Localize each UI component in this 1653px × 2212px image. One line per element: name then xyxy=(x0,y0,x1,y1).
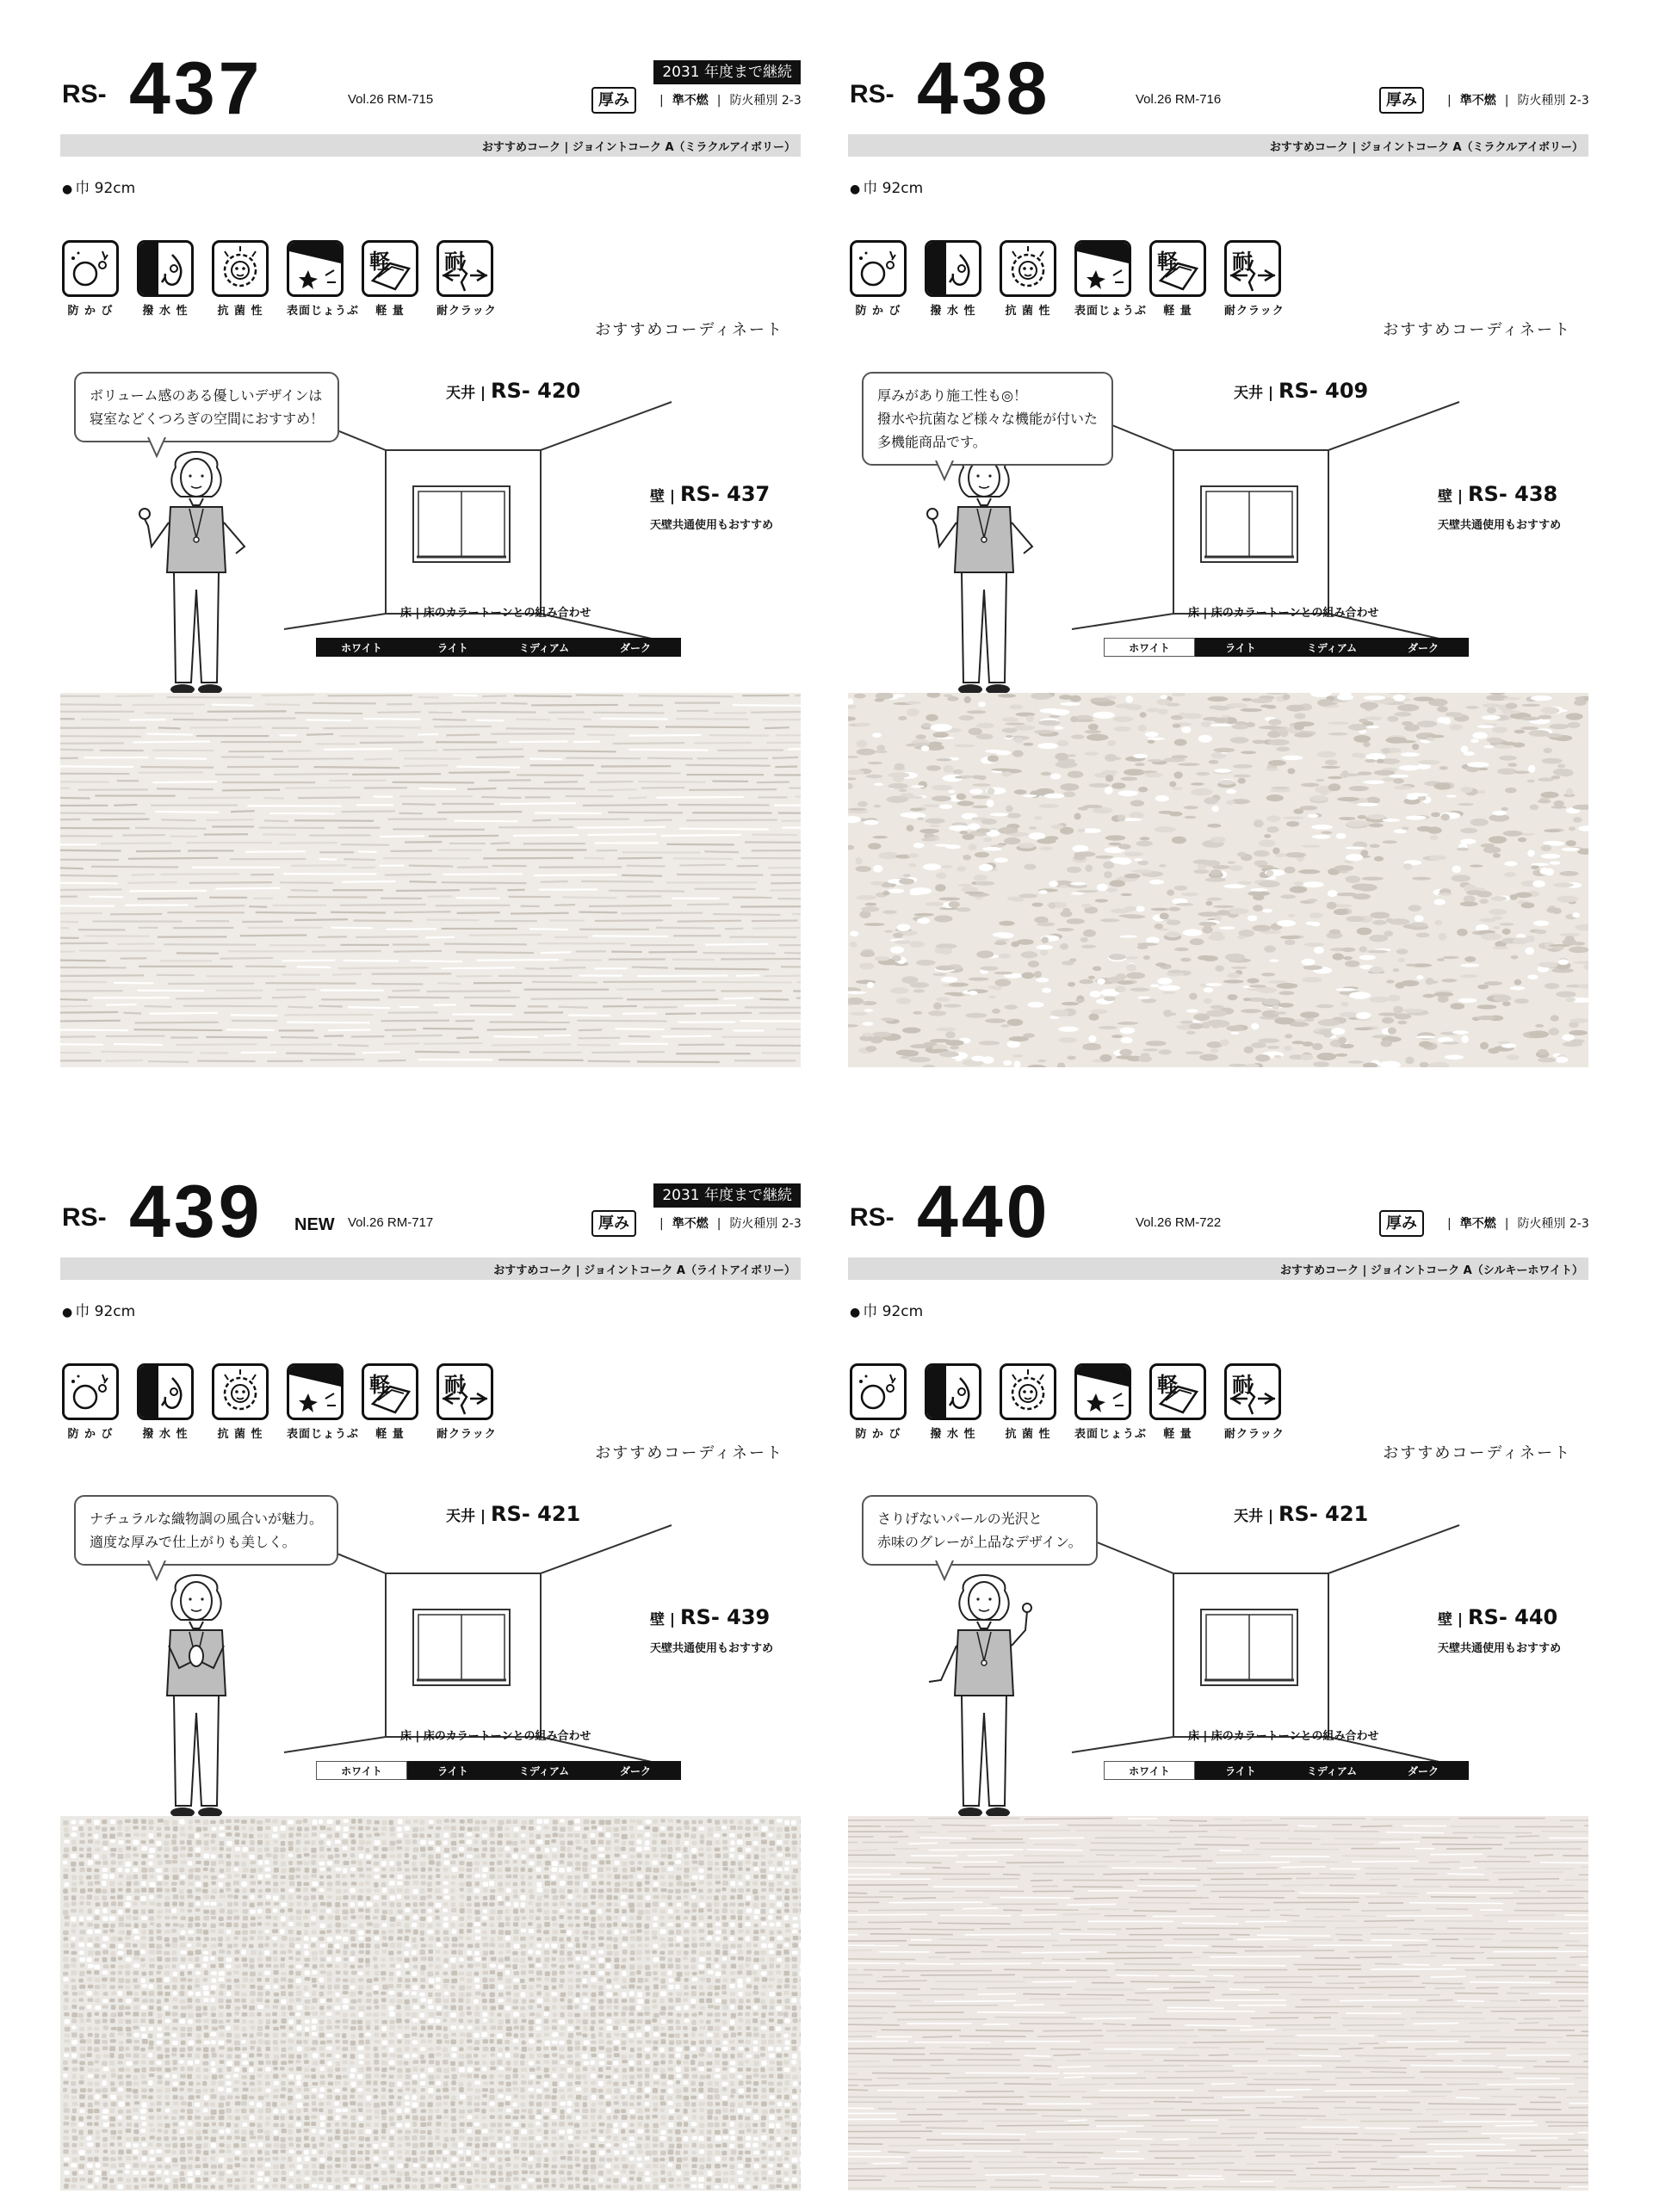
tone-option-2: ミディアム xyxy=(1286,638,1378,657)
feature-2 xyxy=(212,1363,272,1441)
feature-kanji: 軽 xyxy=(1157,244,1178,275)
tone-option-2: ミディアム xyxy=(498,1761,590,1780)
roll-width xyxy=(62,176,135,197)
bubble-line: ボリューム感のある優しいデザインは xyxy=(90,384,324,407)
wall-code: RS- 439 xyxy=(680,1605,770,1629)
volume-code: Vol.26 RM-716 xyxy=(1136,92,1221,107)
wallpaper-texture xyxy=(60,693,801,1067)
feature-4 xyxy=(362,240,422,318)
product-panel-437 xyxy=(60,47,801,1089)
ceiling-label: 天井 | xyxy=(446,1508,491,1525)
fire-rating: 準不燃 xyxy=(672,94,709,108)
wallpaper-swatch xyxy=(60,693,801,1067)
continuation-badge: 2031 年度まで継続 xyxy=(653,60,801,84)
product-number: 437 xyxy=(129,47,263,130)
surface-strength-icon xyxy=(287,240,344,297)
feature-4 xyxy=(1149,1363,1210,1441)
tone-option-3: ダーク xyxy=(1378,1761,1469,1780)
wallpaper-swatch xyxy=(848,693,1588,1067)
speech-bubble xyxy=(74,1495,338,1566)
feature-label: 軽 量 xyxy=(1149,301,1206,318)
feature-3 xyxy=(287,1363,347,1441)
feature-5 xyxy=(436,240,497,318)
lightweight-icon xyxy=(362,1363,418,1420)
wallpaper-swatch xyxy=(848,1816,1588,2190)
feature-3 xyxy=(1074,1363,1135,1441)
ceiling-recommendation xyxy=(446,379,580,403)
floor-label: 床 | 床のカラートーンとの組み合わせ xyxy=(400,603,591,620)
feature-kanji: 耐 xyxy=(444,244,465,275)
feature-kanji: 耐 xyxy=(444,1368,465,1398)
caulk-recommendation: おすすめコーク | ジョイントコーク A（ライトアイボリー） xyxy=(493,1261,796,1277)
ceiling-code: RS- 420 xyxy=(491,379,580,403)
feature-label: 表面じょうぶ xyxy=(1074,1424,1131,1441)
feature-2 xyxy=(212,240,272,318)
bubble-line: ナチュラルな織物調の風合いが魅力。 xyxy=(90,1507,323,1530)
ceiling-recommendation xyxy=(1234,379,1368,403)
feature-label: 耐クラック xyxy=(436,301,493,318)
mold-resistant-icon xyxy=(62,240,119,297)
tone-option-2: ミディアム xyxy=(498,638,590,657)
feature-label: 防 か び xyxy=(62,301,119,318)
surface-strength-icon xyxy=(1074,1363,1131,1420)
feature-kanji: 軽 xyxy=(369,1368,390,1398)
bubble-line: 厚みがあり施工性も◎！ xyxy=(877,384,1098,407)
ceiling-label: 天井 | xyxy=(1234,1508,1278,1525)
feature-5 xyxy=(436,1363,497,1441)
bubble-line: さりげないパールの光沢と xyxy=(877,1507,1082,1530)
feature-label: 撥 水 性 xyxy=(137,301,194,318)
feature-3 xyxy=(287,240,347,318)
wall-label: 壁 | xyxy=(650,1611,680,1628)
antibacterial-icon xyxy=(212,1363,269,1420)
mold-resistant-icon xyxy=(850,240,907,297)
feature-0 xyxy=(850,240,910,318)
crack-resistant-icon xyxy=(436,1363,493,1420)
product-number: 439 xyxy=(129,1171,263,1253)
wallpaper-swatch xyxy=(60,1816,801,2190)
feature-0 xyxy=(850,1363,910,1441)
tone-option-1: ライト xyxy=(1195,638,1286,657)
tone-option-2: ミディアム xyxy=(1286,1761,1378,1780)
floor-label: 床 | 床のカラートーンとの組み合わせ xyxy=(400,1727,591,1743)
tone-option-0: ホワイト xyxy=(316,638,407,657)
fire-class: 防火種別 2-3 xyxy=(1517,94,1588,108)
crack-resistant-icon xyxy=(436,240,493,297)
surface-strength-icon xyxy=(287,1363,344,1420)
bubble-line: 多機能商品です。 xyxy=(877,430,1098,454)
surface-strength-icon xyxy=(1074,240,1131,297)
roll-width-text: 巾 92cm xyxy=(863,1303,923,1320)
feature-label: 抗 菌 性 xyxy=(212,1424,269,1441)
tone-option-3: ダーク xyxy=(590,638,681,657)
product-number: 440 xyxy=(917,1171,1051,1253)
water-repellent-icon xyxy=(137,240,194,297)
feature-label: 表面じょうぶ xyxy=(1074,301,1131,318)
feature-kanji: 耐 xyxy=(1232,244,1253,275)
floor-label: 床 | 床のカラートーンとの組み合わせ xyxy=(1188,603,1379,620)
tone-option-1: ライト xyxy=(407,1761,498,1780)
ceiling-code: RS- 421 xyxy=(1278,1502,1368,1526)
bubble-line: 適度な厚みで仕上がりも美しく。 xyxy=(90,1530,323,1554)
bullet-icon: ● xyxy=(62,1306,72,1319)
fire-class: 防火種別 2-3 xyxy=(729,94,801,108)
caulk-bar xyxy=(848,1257,1588,1280)
feature-label: 抗 菌 性 xyxy=(212,301,269,318)
thickness-badge: 厚み xyxy=(591,1210,636,1237)
wall-label: 壁 | xyxy=(1438,1611,1468,1628)
caulk-recommendation: おすすめコーク | ジョイントコーク A（ミラクルアイボリー） xyxy=(482,138,796,154)
tone-option-1: ライト xyxy=(407,638,498,657)
product-panel-439 xyxy=(60,1171,801,2212)
feature-1 xyxy=(925,1363,985,1441)
feature-label: 防 か び xyxy=(850,301,907,318)
product-panel-438 xyxy=(848,47,1588,1089)
ceiling-label: 天井 | xyxy=(446,385,491,402)
bullet-icon: ● xyxy=(850,182,860,196)
feature-label: 軽 量 xyxy=(362,1424,418,1441)
feature-5 xyxy=(1224,1363,1285,1441)
wall-note: 天壁共通使用もおすすめ xyxy=(1438,1639,1561,1655)
bubble-tail xyxy=(934,1560,960,1586)
bubble-tail xyxy=(934,460,960,486)
feature-kanji: 耐 xyxy=(1232,1368,1253,1398)
crack-resistant-icon xyxy=(1224,240,1281,297)
wall-recommendation xyxy=(1438,482,1557,506)
feature-0 xyxy=(62,1363,122,1441)
volume-code: Vol.26 RM-715 xyxy=(348,92,433,107)
feature-label: 撥 水 性 xyxy=(925,301,981,318)
product-number: 438 xyxy=(917,47,1051,130)
fire-rating: 準不燃 xyxy=(1460,94,1496,108)
tone-option-0: ホワイト xyxy=(1104,1761,1195,1780)
water-repellent-icon xyxy=(925,1363,981,1420)
feature-4 xyxy=(362,1363,422,1441)
feature-label: 防 か び xyxy=(62,1424,119,1441)
coordinate-title: おすすめコーディネート xyxy=(595,318,783,340)
speech-bubble xyxy=(862,1495,1098,1566)
wall-code: RS- 438 xyxy=(1468,482,1557,506)
bubble-line: 寝室などくつろぎの空間におすすめ！ xyxy=(90,407,324,430)
feature-1 xyxy=(137,1363,197,1441)
crack-resistant-icon xyxy=(1224,1363,1281,1420)
feature-label: 抗 菌 性 xyxy=(1000,301,1056,318)
speech-bubble xyxy=(862,372,1113,466)
floor-label: 床 | 床のカラートーンとの組み合わせ xyxy=(1188,1727,1379,1743)
wall-recommendation xyxy=(650,1605,770,1629)
feature-4 xyxy=(1149,240,1210,318)
new-badge: NEW xyxy=(294,1215,335,1235)
feature-2 xyxy=(1000,240,1060,318)
feature-label: 撥 水 性 xyxy=(137,1424,194,1441)
fire-class: 防火種別 2-3 xyxy=(1517,1217,1588,1231)
wall-code: RS- 437 xyxy=(680,482,770,506)
tone-option-3: ダーク xyxy=(590,1761,681,1780)
continuation-badge: 2031 年度まで継続 xyxy=(653,1183,801,1208)
ceiling-code: RS- 409 xyxy=(1278,379,1368,403)
fire-rating: 準不燃 xyxy=(672,1217,709,1231)
feature-label: 耐クラック xyxy=(436,1424,493,1441)
ceiling-recommendation xyxy=(1234,1502,1368,1526)
product-prefix: RS- xyxy=(62,1203,107,1233)
lightweight-icon xyxy=(1149,1363,1206,1420)
antibacterial-icon xyxy=(1000,1363,1056,1420)
feature-kanji: 軽 xyxy=(1157,1368,1178,1398)
mold-resistant-icon xyxy=(62,1363,119,1420)
coordinate-title: おすすめコーディネート xyxy=(1383,1441,1571,1463)
caulk-bar xyxy=(60,1257,801,1280)
fire-spec: | 準不燃 | 防火種別 2-3 xyxy=(1439,1214,1589,1232)
fire-spec: | 準不燃 | 防火種別 2-3 xyxy=(1439,91,1589,108)
roll-width-text: 巾 92cm xyxy=(75,1303,135,1320)
feature-label: 表面じょうぶ xyxy=(287,301,344,318)
feature-label: 表面じょうぶ xyxy=(287,1424,344,1441)
wall-code: RS- 440 xyxy=(1468,1605,1557,1629)
wall-note: 天壁共通使用もおすすめ xyxy=(650,1639,773,1655)
caulk-bar xyxy=(60,134,801,157)
fire-spec: | 準不燃 | 防火種別 2-3 xyxy=(651,91,802,108)
feature-1 xyxy=(925,240,985,318)
thickness-badge: 厚み xyxy=(1379,1210,1424,1237)
wallpaper-texture xyxy=(848,693,1588,1067)
feature-3 xyxy=(1074,240,1135,318)
feature-label: 軽 量 xyxy=(1149,1424,1206,1441)
fire-rating: 準不燃 xyxy=(1460,1217,1496,1231)
caulk-recommendation: おすすめコーク | ジョイントコーク A（シルキーホワイト） xyxy=(1280,1261,1583,1277)
feature-label: 耐クラック xyxy=(1224,1424,1281,1441)
product-prefix: RS- xyxy=(62,80,107,109)
wall-recommendation xyxy=(650,482,770,506)
feature-label: 抗 菌 性 xyxy=(1000,1424,1056,1441)
product-prefix: RS- xyxy=(850,1203,895,1233)
feature-label: 撥 水 性 xyxy=(925,1424,981,1441)
woman-illustration xyxy=(924,1566,1044,1833)
caulk-recommendation: おすすめコーク | ジョイントコーク A（ミラクルアイボリー） xyxy=(1270,138,1583,154)
bubble-tail xyxy=(146,1560,172,1586)
wallpaper-texture xyxy=(60,1816,801,2190)
volume-code: Vol.26 RM-717 xyxy=(348,1215,433,1230)
feature-0 xyxy=(62,240,122,318)
tone-option-1: ライト xyxy=(1195,1761,1286,1780)
product-panel-440 xyxy=(848,1171,1588,2212)
ceiling-recommendation xyxy=(446,1502,580,1526)
thickness-badge: 厚み xyxy=(1379,87,1424,114)
mold-resistant-icon xyxy=(850,1363,907,1420)
coordinate-title: おすすめコーディネート xyxy=(1383,318,1571,340)
water-repellent-icon xyxy=(925,240,981,297)
bubble-line: 撥水や抗菌など様々な機能が付いた xyxy=(877,407,1098,430)
roll-width-text: 巾 92cm xyxy=(863,180,923,197)
tone-option-3: ダーク xyxy=(1378,638,1469,657)
lightweight-icon xyxy=(362,240,418,297)
product-prefix: RS- xyxy=(850,80,895,109)
wall-label: 壁 | xyxy=(1438,488,1468,505)
tone-option-0: ホワイト xyxy=(1104,638,1195,657)
feature-1 xyxy=(137,240,197,318)
antibacterial-icon xyxy=(212,240,269,297)
bullet-icon: ● xyxy=(850,1306,860,1319)
feature-label: 耐クラック xyxy=(1224,301,1281,318)
bubble-line: 赤味のグレーが上品なデザイン。 xyxy=(877,1530,1082,1554)
ceiling-label: 天井 | xyxy=(1234,385,1278,402)
bullet-icon: ● xyxy=(62,182,72,196)
speech-bubble xyxy=(74,372,339,442)
roll-width xyxy=(62,1299,135,1320)
woman-illustration xyxy=(136,1566,257,1833)
fire-class: 防火種別 2-3 xyxy=(729,1217,801,1231)
wallpaper-texture xyxy=(848,1816,1588,2190)
wall-note: 天壁共通使用もおすすめ xyxy=(650,516,773,532)
wall-label: 壁 | xyxy=(650,488,680,505)
tone-option-0: ホワイト xyxy=(316,1761,407,1780)
caulk-bar xyxy=(848,134,1588,157)
coordinate-title: おすすめコーディネート xyxy=(595,1441,783,1463)
roll-width xyxy=(850,176,923,197)
water-repellent-icon xyxy=(137,1363,194,1420)
feature-label: 防 か び xyxy=(850,1424,907,1441)
roll-width xyxy=(850,1299,923,1320)
feature-2 xyxy=(1000,1363,1060,1441)
feature-kanji: 軽 xyxy=(369,244,390,275)
wall-recommendation xyxy=(1438,1605,1557,1629)
wall-note: 天壁共通使用もおすすめ xyxy=(1438,516,1561,532)
roll-width-text: 巾 92cm xyxy=(75,180,135,197)
lightweight-icon xyxy=(1149,240,1206,297)
bubble-tail xyxy=(146,437,172,463)
fire-spec: | 準不燃 | 防火種別 2-3 xyxy=(651,1214,802,1232)
feature-5 xyxy=(1224,240,1285,318)
woman-illustration xyxy=(136,443,257,710)
antibacterial-icon xyxy=(1000,240,1056,297)
ceiling-code: RS- 421 xyxy=(491,1502,580,1526)
volume-code: Vol.26 RM-722 xyxy=(1136,1215,1221,1230)
thickness-badge: 厚み xyxy=(591,87,636,114)
feature-label: 軽 量 xyxy=(362,301,418,318)
